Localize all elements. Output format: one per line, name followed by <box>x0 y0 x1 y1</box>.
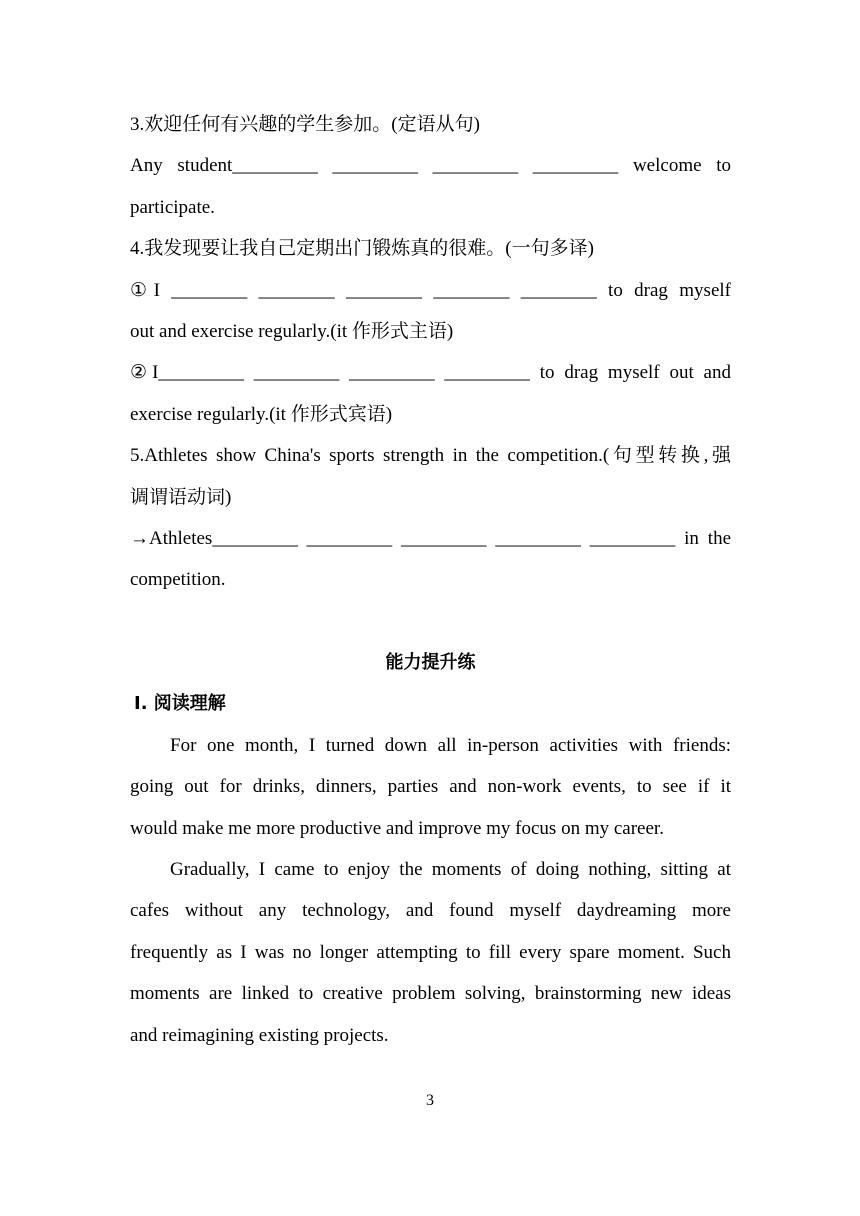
question-4-option-b-line-2: exercise regularly.(it 作形式宾语) <box>130 403 393 425</box>
question-3-line-1: Any student_________ _________ _________ _________ welcome to <box>130 155 731 177</box>
question-4-prompt: 4.我发现要让我自己定期出门锻炼真的很难。(一句多译) <box>130 238 594 260</box>
question-4-option-b-line-1: ②I_________ _________ _________ _________ to drag myself out and <box>130 362 731 384</box>
question-4-option-a-line-2: out and exercise regularly.(it 作形式主语) <box>130 321 454 343</box>
question-5-prompt-line-2: 调谓语动词) <box>130 486 232 508</box>
section-spacer <box>130 601 731 642</box>
question-5-answer-line-1: →Athletes_________ _________ _________ _________ _________ in the <box>130 528 731 550</box>
passage-p1-line-2: going out for drinks, dinners, parties and non-work events, to see if it <box>130 776 731 798</box>
question-5-answer-line-2: competition. <box>130 569 226 591</box>
passage-p1-line-1: For one month, I turned down all in-person activities with friends: <box>170 734 731 756</box>
passage-p2-line-3: frequently as I was no longer attempting to fill every spare moment. Such <box>130 941 731 963</box>
passage-p2-line-2: cafes without any technology, and found myself daydreaming more <box>130 900 731 922</box>
question-5-prompt-line-1: 5.Athletes show China's sports strength in the competition.(句型转换,强 <box>130 445 731 467</box>
passage-p2-line-4: moments are linked to creative problem solving, brainstorming new ideas <box>130 983 731 1005</box>
passage-p1-line-3: would make me more productive and improve my focus on my career. <box>130 817 664 839</box>
passage-p2-line-5: and reimagining existing projects. <box>130 1024 389 1046</box>
section-subtitle: Ⅰ. 阅读理解 <box>134 693 226 715</box>
section-title: 能力提升练 <box>385 651 476 673</box>
page-number: 3 <box>426 1092 434 1109</box>
question-3-line-2: participate. <box>130 196 215 218</box>
question-4-option-a-line-1: ①I ________ ________ ________ ________ ________ to drag myself <box>130 279 731 301</box>
question-3-prompt: 3.欢迎任何有兴趣的学生参加。(定语从句) <box>130 114 480 135</box>
passage-p2-line-1: Gradually, I came to enjoy the moments of doing nothing, sitting at <box>170 858 731 880</box>
page-content <box>130 104 731 1056</box>
